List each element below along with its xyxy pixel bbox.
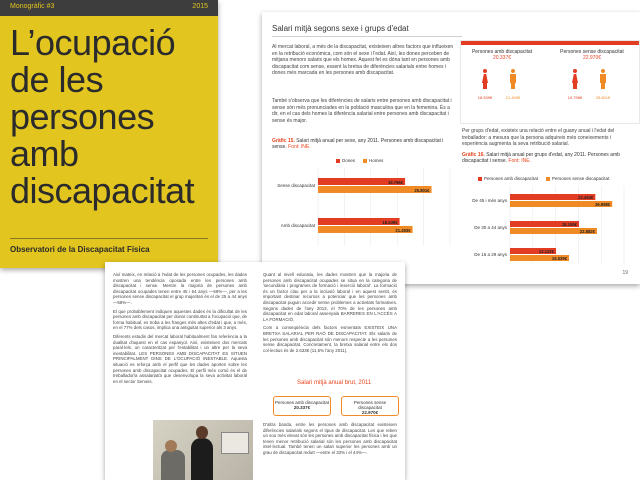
cover-rule xyxy=(10,238,208,239)
legend-item xyxy=(363,158,383,163)
column-paragraph: Diferents estudis del mercat laboral habitualment fan referència a la dualitat d'aquest en el cas espanyol. Així, existeixen dos mercats paral·lels, un caracteritzat per l'estabilitat i un altre per la seva inestabilitat. LES PERSONES AMB DISCAPACITAT ES SITUEN PRINCIPALMENT DINS DE L'OCUPACIÓ INESTABLE. Aquesta situació es reforça amb el perfil que les dades aporten sobre les persones amb discapacitat ocupades. El perfil més comú és el de treballador/a assalariat/a que desenvolupa la seva activitat laboral en el sector Serveis. xyxy=(113,333,247,384)
infographic-top-bar xyxy=(461,41,639,45)
chart2-caption xyxy=(462,152,634,164)
column-paragraph: Així mateix, en relació a l'edat de les persones ocupades, les dades mostren una tendència oposada entre les persones amb discapacitat i sense. Mentre la majoria de persones amb discapacitat ocupades tenen entre 45 i 64 anys —58%—, per a les persones sense discapacitat el grup majoritari és el de 25 a 44 anys —58%—. xyxy=(113,272,247,305)
legend-label: Homes xyxy=(369,158,384,163)
column-paragraph: D'altra banda, entre les persones amb discapacitat existeixen diferències salarials segons el tipus de discapacitat. Les que reben un sou més elevat són les persones amb discapacitat física i les que tenen menor retribució salarial són les persones amb discapacitat intel·lectual. També tenen un salari superior les persones amb un grau de discapacitat reduït —entre el 33% i el 44%—. xyxy=(263,422,397,455)
salary-box-label: Persones sense discapacitat xyxy=(353,400,387,410)
male-person-icon xyxy=(509,69,517,89)
salary-box-with-disability xyxy=(273,396,331,416)
category-label: Sense discapacitat xyxy=(277,183,315,188)
chart1-caption-source: Font: INE. xyxy=(288,144,311,151)
infographic-left-value: 20.337€ xyxy=(492,55,512,61)
chart1-caption xyxy=(272,138,457,150)
photo-person xyxy=(191,438,213,480)
bar-value-label: 21.493€ xyxy=(395,227,411,233)
chart2-caption-number: Gràfic 16. xyxy=(462,152,485,158)
infographic-left-label xyxy=(467,49,537,61)
text-column-right xyxy=(263,272,397,356)
legend-item xyxy=(546,176,609,181)
legend-swatch xyxy=(363,159,367,163)
salary-box-label: Persones amb discapacitat xyxy=(274,400,330,405)
bar-value-label: 18.539€ xyxy=(382,219,398,225)
cover-publisher: Observatori de la Discapacitat Física xyxy=(10,245,150,254)
chart2-caption-text: Salari mitjà anual per grups d'edat, any 2011. Persones amb discapacitat i sense. xyxy=(462,152,620,165)
salary-box-value: 22.970€ xyxy=(361,410,379,415)
bar-value-label: 22.882€ xyxy=(579,228,595,234)
section-title: Salari mitjà segons sexe i grups d'edat xyxy=(272,24,409,33)
chart1-legend xyxy=(336,158,383,163)
cover-series: Monogràfic #3 xyxy=(10,3,55,10)
chart2-caption-source: Font: INE. xyxy=(508,158,531,165)
cover-title-line: amb xyxy=(10,133,79,174)
legend-item xyxy=(336,158,355,163)
cover-title-line: discapacitat xyxy=(10,170,195,211)
text-column-left xyxy=(113,272,247,387)
category-label: De 45 i més anys xyxy=(472,198,507,203)
right-page xyxy=(262,12,640,284)
infographic-right-label xyxy=(557,49,627,61)
legend-swatch xyxy=(478,177,482,181)
title-divider xyxy=(272,36,462,37)
female-person-icon xyxy=(571,69,579,89)
bar-value-label: 25.801€ xyxy=(414,187,430,193)
bar-value-label: 12.122€ xyxy=(538,248,555,254)
salary-box-value: 20.337€ xyxy=(293,405,311,410)
column-paragraph: El que probablement indiquen aquestes dades és la dificultat de les persones amb discapacitat per donar continuïtat a l'ocupació que, de forma habitual, es troba a les franges més altes d'edat i que, a més, en el 77% dels casos, implica una antiguitat superior als 3 anys. xyxy=(113,308,247,331)
photo-person-head xyxy=(165,440,177,452)
legend-label: Dones xyxy=(342,158,356,163)
cover-page xyxy=(0,0,218,268)
bar-value-label: 22.453€ xyxy=(578,194,594,200)
paragraph-1: Al mercat laboral, a més de la discapacitat, existeixen altres factors que influeixen en la retribució econòmica, com són el sexe i l'edat. Així, les dones perceben de mitjana menors salaris que els homes. Aquest fet es dóna tant en persones amb discapacitat com sense, essent la bretxa de diferències salarials entre homes i dones més marcada en les persones amb discapacitat. xyxy=(272,44,454,77)
salary-box-without-disability xyxy=(341,396,399,416)
salary-subtitle: Salari mitjà anual brut, 2011 xyxy=(297,380,372,386)
cover-year: 2015 xyxy=(192,3,208,10)
infographic-right-label-text: Persones sense discapacitat xyxy=(560,49,624,55)
bar-value-label: 18.155€ xyxy=(561,221,577,227)
legend-swatch xyxy=(336,159,340,163)
salary-infographic xyxy=(460,40,640,124)
bar-value-label: 19.796€ xyxy=(387,179,404,185)
cover-top-bar xyxy=(0,0,218,16)
female-person-icon xyxy=(481,69,489,89)
figure-value: 21.493€ xyxy=(505,95,521,100)
infographic-right-value: 22.970€ xyxy=(582,55,602,61)
chart2-salary-by-age xyxy=(458,184,638,276)
figure-value: 18.539€ xyxy=(477,95,493,100)
office-photo xyxy=(153,420,253,480)
photo-person xyxy=(161,450,185,480)
cover-title-line: persones xyxy=(10,96,155,137)
legend-label: Persones amb discapacitat xyxy=(484,176,539,181)
category-label: Amb discapacitat xyxy=(280,223,315,228)
legend-swatch xyxy=(546,177,550,181)
column-paragraph: Com a conseqüència dels factors esmentats EXISTEIX UNA BRETXA SALARIAL PER RAÓ DE DISCAPACITAT. Els salaris de les persones amb discapacitat són menors respecte a les persones sense discapacitat. Concretament, la bretxa salarial entre els dos col·lectius és de 2.633€ (11,5% l'any 2011). xyxy=(263,325,397,353)
chart2-legend xyxy=(478,176,609,181)
figure-value: 19.796€ xyxy=(567,95,583,100)
chart1-caption-number: Gràfic 15. xyxy=(272,138,295,144)
chart1-caption-text: Salari mitjà anual per sexe, any 2011. Persones amb discapacitat i sense. xyxy=(272,138,444,151)
legend-label: Persones sense discapacitat xyxy=(552,176,610,181)
category-label: De 30 a 44 anys xyxy=(474,225,507,230)
lower-page xyxy=(105,262,405,480)
page-number: 19 xyxy=(622,270,628,276)
category-label: De 16 a 29 anys xyxy=(474,252,507,257)
cover-title xyxy=(10,24,194,209)
figure-value: 25.801€ xyxy=(595,95,611,100)
legend-item xyxy=(478,176,538,181)
male-person-icon xyxy=(599,69,607,89)
chart1-salary-by-sex xyxy=(268,166,458,258)
column-paragraph: Quant al nivell educatiu, les dades mostren que la majoria de persones amb discapacitat ocupades se situa en la categoria de 'secundària i programes de formació i inserció laboral'. La formació és un factor clau per a la inclusió laboral i en aquest sentit, és important destinar recursos a potenciar que les persones amb discapacitat puguin accedir sense problemes a activitats formatives. Segons dades de l'any 2013, el 70% de les persones amb discapacitat en edat laboral assenyala BARRERES EN L'ACCÉS A LA FORMACIÓ. xyxy=(263,272,397,322)
text-column-right-bottom xyxy=(263,422,397,459)
bar-value-label: 26.898€ xyxy=(595,201,611,207)
paragraph-3: Per grups d'edat, existeix una relació entre el guany anual i l'edat del treballador: a mesura que la persona adquireix més coneixements i experiència augmenta la seva retribució salarial. xyxy=(462,128,615,148)
infographic-left-label-text: Persones amb discapacitat xyxy=(471,49,533,55)
cover-title-line: de les xyxy=(10,59,104,100)
photo-monitor xyxy=(221,432,249,454)
paragraph-2: També s'observa que les diferències de salaris entre persones amb discapacitat i sense són més pronunciades en la població masculina que en la femenina. És a dir, en el cas dels homes la diferència salarial entre persones amb discapacitat i sense és major. xyxy=(272,98,452,124)
photo-person-head xyxy=(196,426,208,439)
cover-title-line: L’ocupació xyxy=(10,22,176,63)
bar-value-label: 15.539€ xyxy=(551,255,568,261)
